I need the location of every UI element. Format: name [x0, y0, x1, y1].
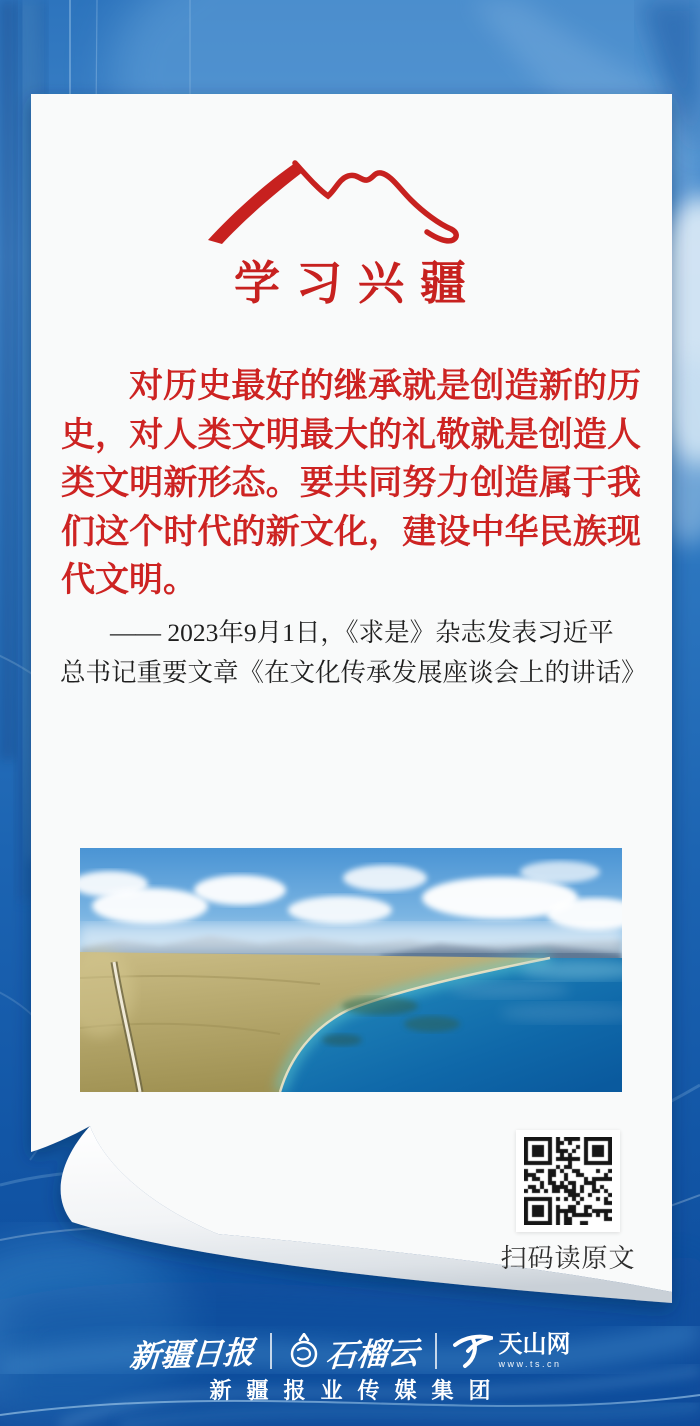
- tianshan-logo-icon: [453, 1333, 493, 1369]
- xinjiang-daily-logo: 新疆日报: [127, 1334, 255, 1374]
- tianshan-net-logo: 天山网: [498, 1332, 571, 1358]
- tianshan-net-url: www.ts.cn: [498, 1359, 562, 1369]
- brand-divider: [435, 1333, 437, 1369]
- pomegranate-icon: [288, 1333, 320, 1369]
- quote-text: 对历史最好的继承就是创造新的历史，对人类文明最大的礼敬就是创造人类文明新形态。要共同努力创造属于我们这个时代的新文化，建设中华民族现代文明。: [61, 367, 641, 599]
- shiliu-cloud-logo: 石榴云: [323, 1334, 420, 1374]
- mountain-logo-icon: [200, 150, 500, 246]
- qr-code: [516, 1130, 620, 1232]
- masthead: [0, 150, 700, 313]
- tianshan-net-brand: [453, 1333, 571, 1369]
- lake-photo: [80, 848, 622, 1092]
- masthead-title: 学习兴疆: [234, 258, 482, 309]
- attribution-line-1: —— 2023年9月1日，《求是》杂志发表习近平: [110, 618, 614, 647]
- footer-group-name: 新疆报业传媒集团: [209, 1378, 506, 1403]
- footer-brands: [0, 1328, 700, 1374]
- attribution: [50, 613, 650, 693]
- shiliu-cloud-brand: [288, 1329, 419, 1374]
- brand-divider: [270, 1333, 272, 1369]
- qr-caption: 扫码读原文: [500, 1243, 636, 1273]
- attribution-line-2: 总书记重要文章《在文化传承发展座谈会上的讲话》: [60, 658, 647, 687]
